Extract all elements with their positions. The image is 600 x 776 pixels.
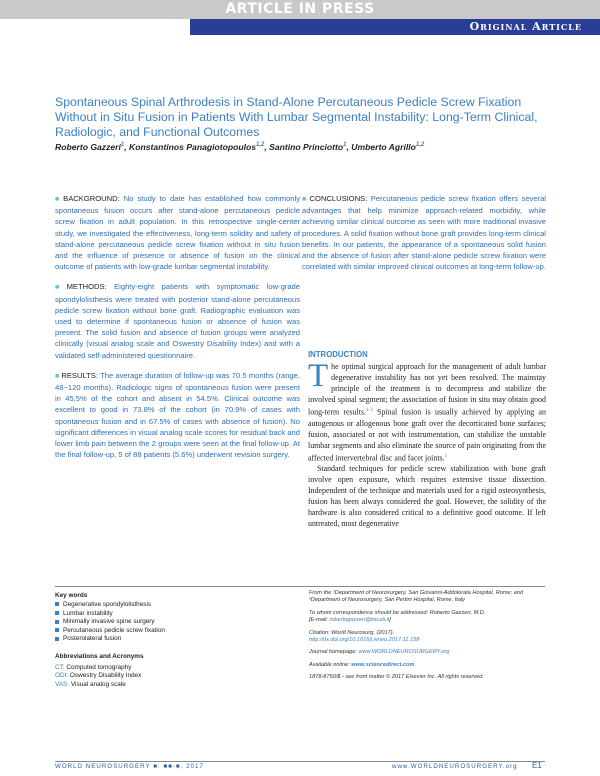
keyword-text: Lumbar instability	[63, 609, 113, 617]
intro-paragraph: Standard techniques for pedicle screw stabilization with bone graft involve open exposure, which requires extensive tissue dissection. Independent of the technique and materials used for a rigid osteosynthesis, fusion has been always considered the goal. However, the solidity of the hardware is also considered critical to a definitive good outcome. If left untreated, most degenerative	[308, 464, 546, 529]
introduction-body	[308, 358, 546, 529]
abstract-left-column	[55, 193, 300, 469]
keyword-item	[55, 627, 235, 636]
affiliations: From the ¹Department of Neurosurgery, San Giovanni-Addolorata Hospital, Rome; and ²Department of Neurosurgery, San Pertini Hospital, Rome, Italy	[309, 590, 524, 604]
abbreviation-item	[55, 672, 235, 681]
drop-cap: T	[308, 358, 329, 394]
footer-url[interactable]: www.WORLDNEUROSURGERY.org	[392, 763, 518, 770]
abbreviation-key: VAS:	[55, 680, 70, 688]
section-label: METHODS:	[66, 282, 107, 292]
bullet-icon: ■	[302, 196, 308, 203]
square-bullet-icon	[55, 611, 59, 615]
article-type-bar: Original Article	[190, 19, 600, 35]
abstract-results	[55, 370, 300, 461]
abbreviation-key: ODI:	[55, 672, 69, 680]
sciencedirect-link[interactable]: www.sciencedirect.com	[351, 661, 415, 668]
footer-journal: WORLD NEUROSURGERY ■: ■■-■, 2017	[55, 763, 204, 770]
abbreviation-item	[55, 681, 235, 690]
journal-homepage	[309, 649, 549, 656]
article-title: Spontaneous Spinal Arthrodesis in Stand-Alone Percutaneous Pedicle Screw Fixation Without in Situ Fusion in Patients With Lumbar Segmental Instability: Long-Term Clinical, Radiologic, and Functional Outcomes	[55, 95, 538, 139]
footer-divider	[55, 761, 545, 762]
keywords-block	[55, 592, 235, 689]
correspondence	[309, 610, 549, 625]
citation-label: Citation: World Neurosurg. (2017).	[309, 629, 395, 636]
author-affiliation: 1,2	[415, 142, 425, 149]
abbreviation-key: CT:	[55, 663, 65, 671]
square-bullet-icon	[55, 628, 59, 632]
available-online	[309, 662, 549, 669]
keyword-text: Posterolateral fusion	[63, 635, 122, 643]
available-label: Available online:	[309, 661, 352, 668]
correspondence-text: To whom correspondence should be addressed: Roberto Gazzeri, M.D.	[309, 609, 486, 616]
email-label: [E-mail:	[309, 617, 330, 624]
page-number: E1	[532, 761, 542, 770]
abstract-conclusions	[302, 193, 546, 272]
bullet-icon: ■	[55, 196, 62, 203]
square-bullet-icon	[55, 620, 59, 624]
section-label: CONCLUSIONS:	[309, 194, 368, 203]
keyword-text: Degenerative spondylolisthesis	[63, 601, 152, 608]
author-name[interactable]: Konstantinos Panagiotopoulos	[129, 142, 257, 152]
author-name[interactable]: Umberto Agrillo	[351, 142, 416, 152]
journal-label: Journal homepage:	[309, 649, 359, 656]
journal-link[interactable]: www.WORLDNEUROSURGERY.org	[358, 649, 450, 656]
abbreviation-value: Visual analog scale	[70, 680, 126, 688]
keyword-item	[55, 618, 235, 627]
article-info-block	[309, 590, 549, 687]
intro-paragraph	[308, 358, 546, 463]
intro-text: he optimal surgical approach for the management of adult lumbar degenerative instability has not yet been resolved. The mainstay principle of the treatment is to decompress and stabilize the involved spinal segment; the association of fusion in situ may obtain good long-term results.	[308, 362, 546, 417]
section-label: BACKGROUND:	[63, 194, 120, 203]
author-affiliation: 1,2	[256, 142, 265, 149]
keyword-text: Minimally invasive spine surgery	[63, 618, 155, 626]
abbreviations-heading: Abbreviations and Acronyms	[55, 652, 144, 660]
section-label: RESULTS:	[61, 370, 98, 380]
keyword-item	[55, 610, 235, 619]
section-text: Percutaneous pedicle screw fixation offers several advantages that help minimize approach-related morbidity, while achieving similar clinical outcome as seen with more traditional invasive procedures. A solid fixation without bone graft provides long-term clinical benefits. In our patients, the appearance of a spontaneous solid fusion and the absence of fusion after stand-alone pedicle screw fixation were correlated with similar improved clinical outcomes at long-term follow-up.	[302, 194, 546, 272]
keyword-text: Percutaneous pedicle screw fixation	[63, 626, 165, 634]
author-affiliation: 1	[120, 142, 125, 149]
abbreviation-value: Oswestry Disability Index	[69, 672, 142, 680]
keywords-list	[55, 601, 235, 644]
keyword-item	[55, 601, 235, 610]
bullet-icon: ■	[55, 372, 60, 380]
citation-ref[interactable]: 1-3	[366, 408, 373, 413]
article-in-press-banner: ARTICLE IN PRESS	[0, 0, 600, 19]
citation	[309, 630, 549, 645]
abbreviation-item	[55, 664, 235, 673]
abbreviations-block	[55, 653, 235, 689]
section-text: No study to date has established how commonly spontaneous fusion occurs after stand-alone percutaneous pedicle screw fixation in adult population. In this retrospective single-center study, we investigated the effectiveness, long-term solidity and safety of stand-alone percutaneous pedicle screw fixation without in situ fusion and the influence of presence or absence of fusion on the clinical outcome of patients with low-grade lumbar segmental instability.	[55, 194, 300, 272]
keywords-heading: Key words	[55, 592, 88, 599]
keyword-item	[55, 635, 235, 644]
introduction-heading: INTRODUCTION	[308, 350, 368, 359]
intro-text: Spinal fusion is usually achieved by applying an autogenous or allogenous bone graft over the decorticated bone surfaces; fusion, associated or not with instrumentation, can stabilize the unstable lumbar segments and also eliminate the source of pain originating from the affected intervertebral disc and facet joints.	[308, 407, 546, 463]
email-link[interactable]: robertogazzeri@tiscali.it	[329, 617, 390, 624]
author-name[interactable]: Santino Princiotto	[269, 142, 344, 152]
abbreviation-value: Computed tomography	[66, 663, 132, 671]
author-name[interactable]: Roberto Gazzeri	[55, 142, 121, 152]
citation-ref[interactable]: 1	[444, 453, 448, 459]
section-text: The average duration of follow-up was 70.5 months (range, 48−120 months). Radiologic signs of spontaneous fusion were present in 45.5% of the cohort and absent in 54.5%. Clinical outcome was excellent to good in 73.8% of the cohort (in 70.9% of cases with spontaneous fusion and in 67.5% of cases with absence of fusion). No significant differences in visual analog scale scores for residual back and lower limb pain between the 2 groups were seen at the final follow-up. At the final follow-up, 5 of 88 patients (5.6%) underwent revision surgery.	[55, 370, 300, 460]
issn-copyright: 1878-8750/$ - see front matter © 2017 Elsevier Inc. All rights reserved.	[309, 674, 484, 681]
square-bullet-icon	[55, 637, 59, 641]
doi-link[interactable]: http://dx.doi.org/10.1016/j.wneu.2017.11.158	[309, 637, 420, 644]
bullet-icon: ■	[55, 284, 65, 292]
footnote-divider	[55, 586, 545, 587]
abstract-background	[55, 193, 300, 272]
abstract-right-column	[302, 193, 546, 281]
abstract-methods	[55, 281, 300, 360]
square-bullet-icon	[55, 602, 59, 606]
section-text: Eighty-eight patients with symptomatic low-grade spondylolisthesis were treated with posterior stand-alone percutaneous pedicle screw fixation without bone graft. Radiographic evaluation was used to determine if spontaneous fusion or absence of fusion was present. The solid fusion and absence of fusion groups were analyzed clinically (visual analog scale and Oswestry Disability Index) and with a validated self-administered questionnaire.	[55, 282, 300, 360]
email-end: ]	[389, 617, 391, 624]
author-list: Roberto Gazzeri$^1$, Konstantinos Panagiotopoulos$^{1,2}$, Santino Princiotto$^1$, Umberto Agrillo$^{1,2}$	[55, 142, 425, 152]
author-affiliation: 1	[343, 142, 347, 149]
